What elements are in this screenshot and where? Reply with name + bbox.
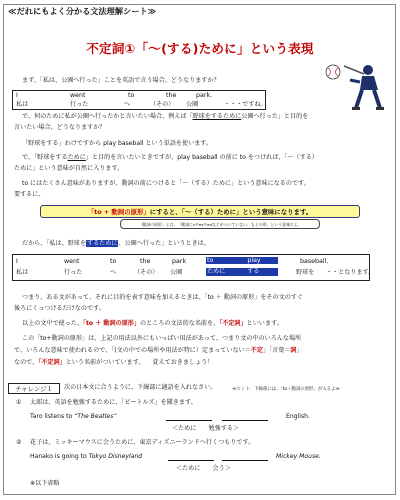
- para-2: で、何のために私が公園へ行ったかと言いたい場合、例えば「野球をするために公園へ行った」と目的を: [22, 113, 309, 120]
- ex1-ja-4: （その）: [150, 101, 175, 108]
- ex2-en-1: I: [16, 258, 18, 265]
- ex2-ja-2: 行った: [64, 269, 83, 276]
- note-bubble: 「動詞の原形」とは、「動詞にsやesやedなどがついていない、もとの形」という意味だよ。: [120, 219, 320, 229]
- challenge-hint: ≪ヒント：下線部には、「to＋動詞の原形」が入るよ≫: [232, 387, 340, 392]
- ex1-tail: ・・・ですね。: [224, 101, 267, 108]
- para-6: だから、「私は、野球をするために、公園へ行った」というときは、: [22, 240, 210, 247]
- ex2-en-4: the: [140, 258, 151, 265]
- ex2-ja-highlight: ために する: [206, 268, 278, 276]
- ex1-en-4: the: [166, 92, 177, 99]
- ex1-ja-3: へ: [124, 101, 131, 108]
- para-4: で、「野球をするために」と目的を言いたいときですが、play baseball の前に to をつければ、「～（する）: [22, 154, 318, 161]
- q2-japanese: 花子は、ミッキーマウスに会うために、東京ディズニーランドへ行くつもりです。: [30, 439, 255, 446]
- q1-japanese: 太郎は、英語を勉強するために、「ビートルズ」を聞きます。: [30, 399, 197, 406]
- q1-english-end: English.: [286, 413, 310, 420]
- ex2-en-2: went: [64, 258, 80, 265]
- ex2-tail: ・・となります。: [326, 269, 375, 276]
- ex2-en-3: to: [110, 258, 117, 265]
- challenge-label: チャレンジ１: [8, 383, 60, 394]
- q2-english: Hanako is going to Tokyo Disneyland: [30, 453, 143, 460]
- para-9-end: なので、「不定詞」という名前がついています。 覚えておきましょう！: [14, 359, 214, 366]
- baseball-player-illustration: [320, 60, 392, 112]
- q1-english: Taro listens to “The Beatles”: [30, 413, 117, 420]
- q1-blank-1[interactable]: [166, 414, 212, 421]
- ex2-ja-4: （その）: [134, 269, 159, 276]
- ex2-en-8: baseball.: [300, 258, 329, 265]
- para-5: to にはたくさん意味がありますが、動詞の前につけると「～（する）ために」という意味になるのです。: [22, 180, 310, 187]
- q1-number: ①: [16, 399, 22, 406]
- q2-blank-1[interactable]: [168, 454, 214, 461]
- ex2-en-5: park: [172, 258, 187, 265]
- sheet-header: ≪だれにもよく分かる文法理解シート≫: [8, 6, 157, 16]
- page-title: 不定詞①「～(する)ために」という表現: [86, 41, 314, 56]
- para-1: まず、「私は、公園へ行った」ことを英語で言う場合、どうなりますか？: [22, 77, 220, 84]
- ex1-en-2: went: [70, 92, 86, 99]
- para-7: つまり、ある文があって、それに目的を表す意味を加えるときは、「to ＋ 動詞の原形」をその文のすぐ: [22, 294, 303, 301]
- key-rule-box: 「to + 動詞の原形」にすると、「～（する）ために」という意味になります。: [40, 205, 360, 218]
- para-9-cont: で、いろんな意味で使われるので、「(文の中での場所や用法が特に）定まっていない＝不定」「言葉＝詞」: [14, 347, 303, 354]
- q2-hint: ＜ために 会う＞: [176, 465, 231, 472]
- para-5-cont: 要するに、: [14, 191, 45, 198]
- ex1-ja-2: 行った: [70, 101, 89, 108]
- para-7-cont: 後ろにくっつけるだけなのです。: [14, 305, 105, 312]
- q2-number: ②: [16, 439, 22, 446]
- para-8: 以上の文中で使った、「to ＋ 動詞の原形」のところの文法的な名前を、「不定詞」といいます。: [22, 320, 283, 327]
- ex1-ja-5: 公園: [186, 101, 199, 108]
- ex1-ja-1: 私は: [16, 101, 29, 108]
- q1-blank-2[interactable]: [222, 414, 268, 421]
- para-3: 「野球をする」わけですから play baseball という単語を使います。: [22, 140, 212, 147]
- para-2-cont: 言いたい場合、どうなりますか？: [14, 124, 106, 131]
- para-9: この「to+動詞の原形」は、上記の用法以外にもいっぱい用法があって、つまり文の中のいろんな場所: [22, 335, 302, 342]
- q2-english-end: Mickey Mouse.: [276, 453, 321, 460]
- ex2-ja-8: 野球を: [296, 269, 315, 276]
- q1-hint: ＜ために 勉強する＞: [172, 425, 240, 432]
- ex1-en-3: to: [128, 92, 135, 99]
- ex2-ja-1: 私は: [16, 269, 29, 276]
- ex2-en-highlight: to play: [206, 257, 278, 264]
- ex2-ja-5: 公園: [170, 269, 183, 276]
- challenge-instruction: 次の日本文に合うように、下線部に適語を入れなさい。: [64, 384, 217, 391]
- ex2-ja-3: へ: [110, 269, 117, 276]
- para-4-cont: ために」という意味が自然に入ります。: [14, 165, 124, 172]
- q2-blank-2[interactable]: [222, 454, 268, 461]
- ex1-en-1: I: [16, 92, 18, 99]
- ex1-en-5: park.: [196, 92, 213, 99]
- footer-note: ※以下省略: [30, 480, 60, 487]
